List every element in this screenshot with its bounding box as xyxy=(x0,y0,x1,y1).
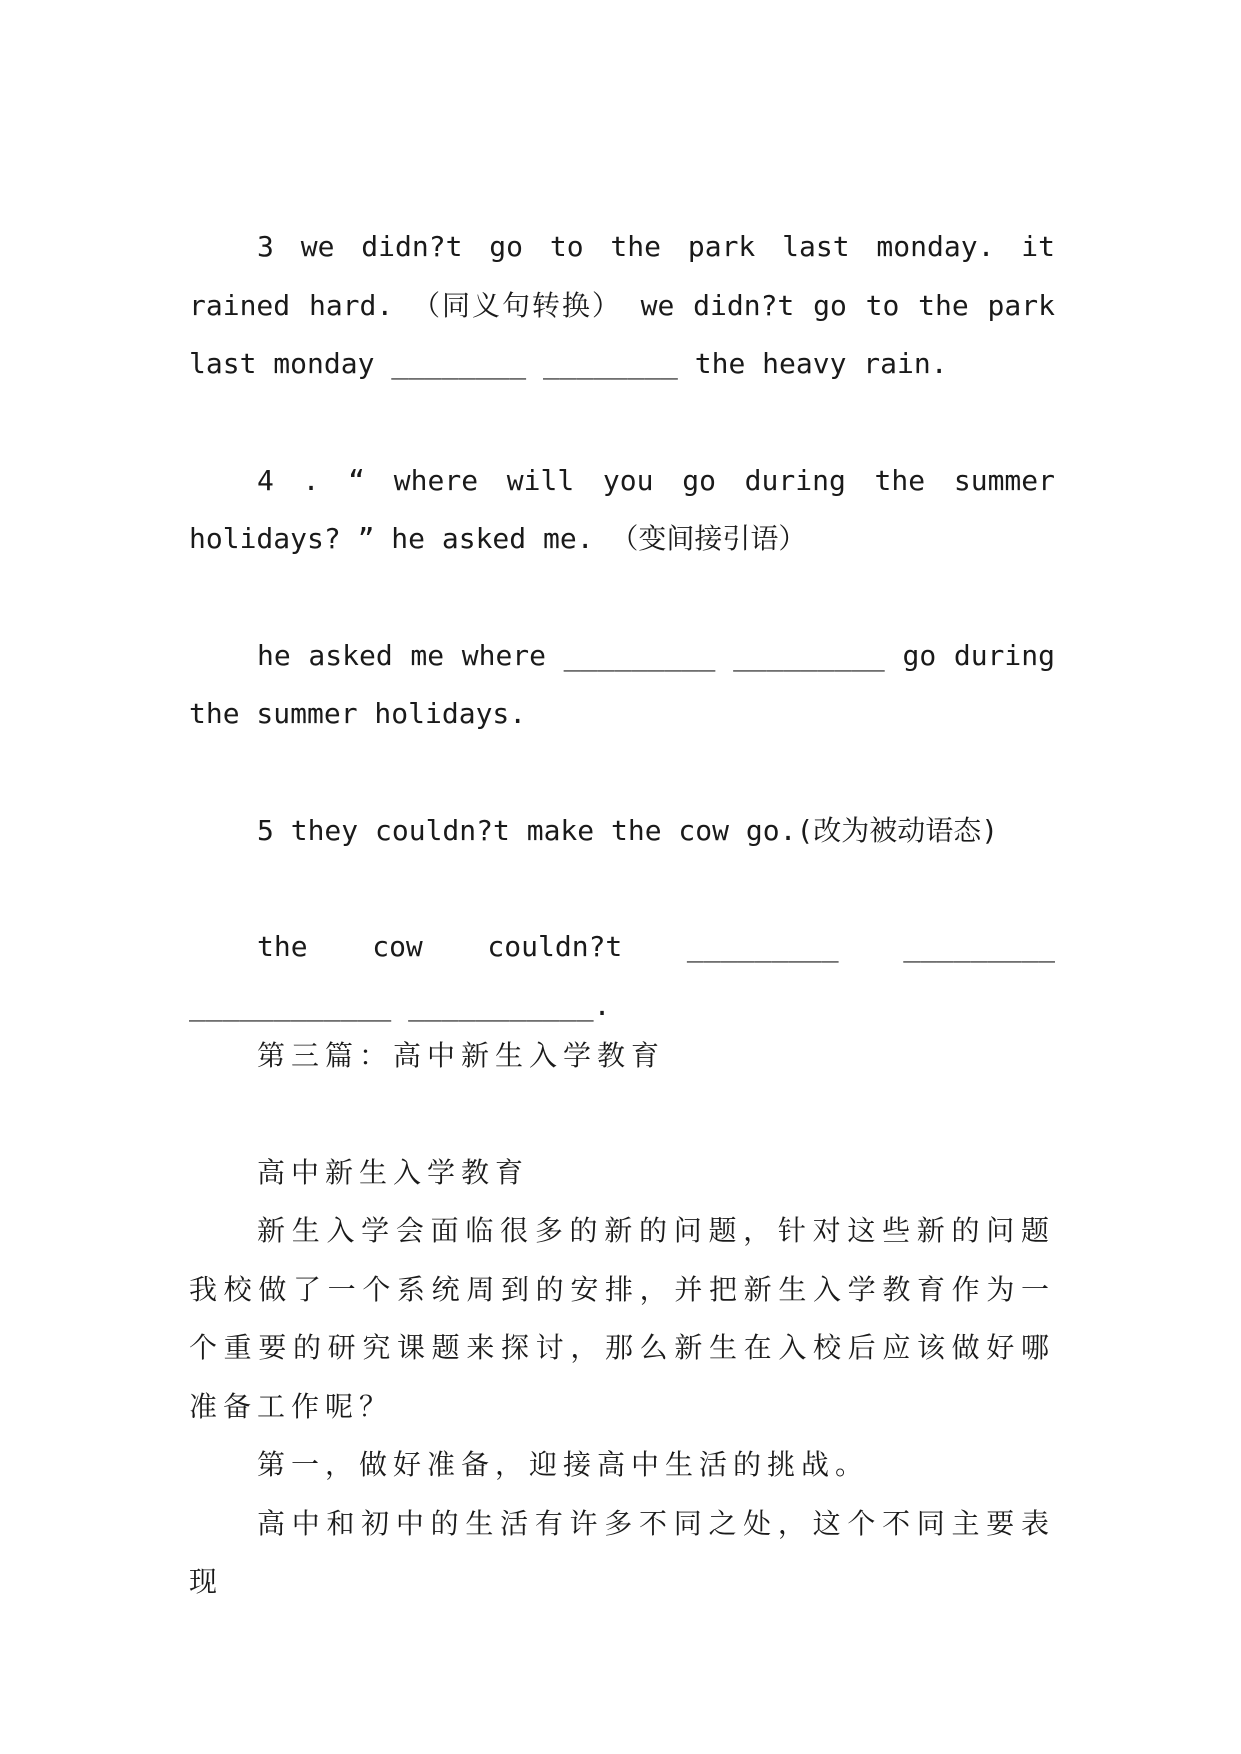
question-3: 3 we didn?t go to the park last monday. it rained hard. （同义句转换） we didn?t go to the park last monday ________ ________ the heavy rain. xyxy=(189,230,1055,380)
document-page xyxy=(189,218,1055,1612)
spacer xyxy=(189,860,1055,918)
article-title: 高中新生入学教育 xyxy=(257,1155,530,1189)
section-heading: 第三篇：高中新生入学教育 xyxy=(257,1039,666,1072)
spacer xyxy=(189,1086,1055,1144)
spacer xyxy=(189,394,1055,452)
question-4: 4 . “ where will you go during the summer holidays? ” he asked me. （变间接引语） xyxy=(189,463,1055,555)
paragraph-3: 高中和初中的生活有许多不同之处，这个不同主要表现 xyxy=(189,1506,1055,1598)
question-4-answer: he asked me where _________ _________ go during the summer holidays. xyxy=(189,638,1055,730)
paragraph-1: 新生入学会面临很多的新的问题，针对这些新的问题我校做了一个系统周到的安排，并把新生入学教育作为一个重要的研究课题来探讨，那么新生在入校后应该做好哪准备工作呢？ xyxy=(189,1214,1055,1423)
spacer xyxy=(189,569,1055,627)
paragraph-2: 第一，做好准备，迎接高中生活的挑战。 xyxy=(257,1448,870,1481)
question-5: 5 they couldn?t make the cow go.(改为被动语态) xyxy=(257,813,999,847)
question-5-answer: the cow couldn?t _________ _________ ____________ ___________. xyxy=(189,930,1055,1022)
spacer xyxy=(189,744,1055,802)
